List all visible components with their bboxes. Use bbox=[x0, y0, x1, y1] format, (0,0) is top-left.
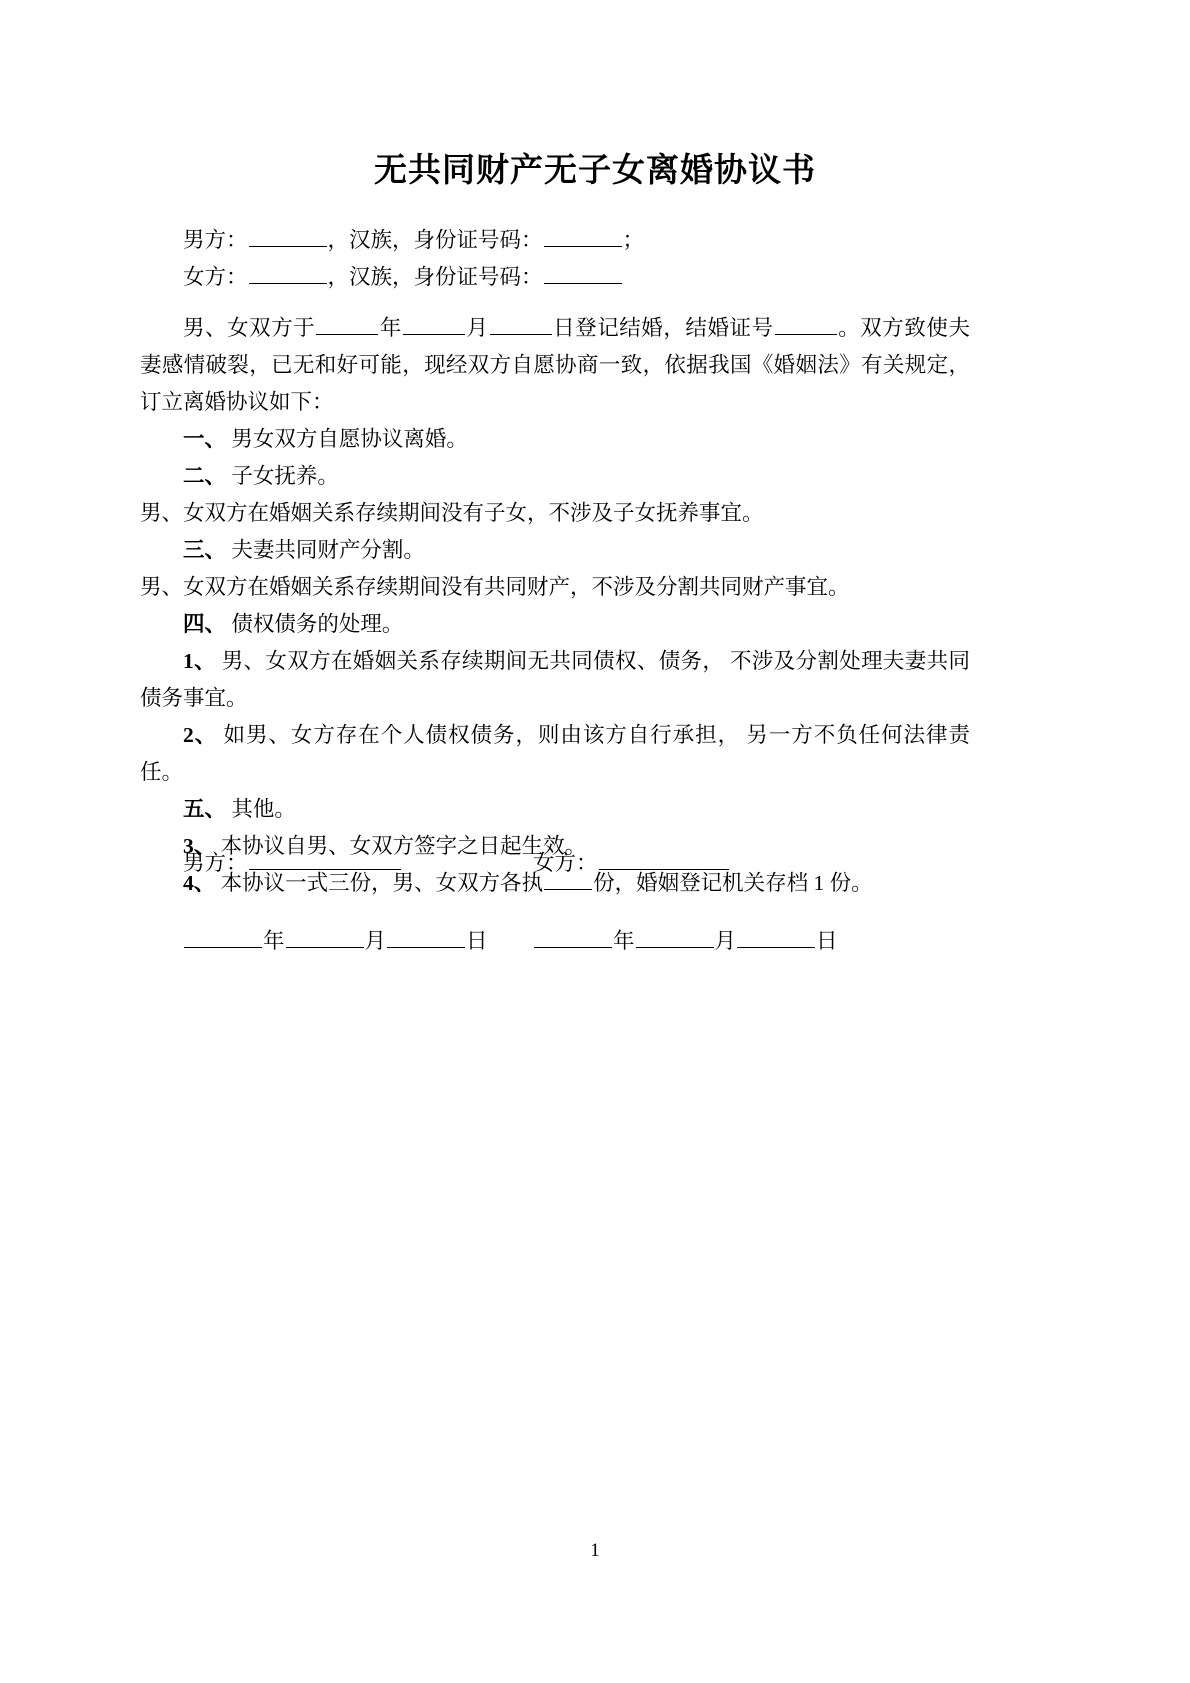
clause-item bbox=[140, 569, 970, 606]
female-name-blank[interactable] bbox=[249, 262, 327, 285]
preamble-seg1: 男、女双方于 bbox=[183, 316, 316, 340]
female-signature-cell bbox=[533, 851, 730, 875]
male-date-cell bbox=[183, 923, 533, 960]
female-date-month-label: 月 bbox=[714, 929, 737, 953]
clause-item bbox=[140, 643, 970, 717]
male-id-blank[interactable] bbox=[544, 225, 622, 248]
female-date-day-blank[interactable] bbox=[737, 926, 815, 949]
male-ethnicity-label: ，汉族，身份证号码： bbox=[327, 228, 543, 252]
preamble-seg2: 。双方致使夫妻感情破裂，已无和好可能，现经双方自愿协商一致，依据我国《婚姻法》有关规定，订立离婚协议如下： bbox=[140, 316, 970, 414]
clause-marker: 五、 bbox=[183, 797, 227, 821]
spacer bbox=[140, 296, 970, 310]
female-signature-label: 女方： bbox=[533, 851, 598, 875]
male-line-suffix: ； bbox=[622, 228, 645, 252]
signature-block bbox=[140, 845, 970, 960]
clause-item bbox=[140, 606, 970, 643]
clause-text: 本协议自男、女双方签字之日起生效。 bbox=[220, 834, 587, 858]
male-date-year-label: 年 bbox=[263, 929, 285, 953]
clause-text: 男、女双方在婚姻关系存续期间无共同债权、债务， 不涉及分割处理夫妻共同债务事宜。 bbox=[140, 649, 970, 710]
male-signature-blank[interactable] bbox=[249, 848, 401, 871]
clause-item bbox=[140, 458, 970, 495]
clause-marker: 三、 bbox=[183, 538, 227, 562]
clause-text-after: 份，婚姻登记机关存档 1 份。 bbox=[593, 871, 873, 895]
female-date-month-blank[interactable] bbox=[636, 926, 714, 949]
clause-item bbox=[140, 717, 970, 791]
clause-marker: 一、 bbox=[183, 427, 227, 451]
female-date-cell bbox=[533, 929, 838, 953]
preamble-month-label: 月 bbox=[465, 316, 489, 340]
page-title: 无共同财产无子女离婚协议书 bbox=[374, 151, 816, 188]
female-date-year-label: 年 bbox=[613, 929, 635, 953]
clause-text-before: 本协议一式三份，男、女双方各执 bbox=[220, 871, 544, 895]
clause-text: 男女双方自愿协议离婚。 bbox=[231, 427, 468, 451]
clause-text: 夫妻共同财产分割。 bbox=[231, 538, 425, 562]
female-ethnicity-label: ，汉族，身份证号码： bbox=[327, 265, 543, 289]
document-body bbox=[140, 222, 970, 902]
clause-marker: 1、 bbox=[183, 649, 216, 673]
female-party-label: 女方： bbox=[183, 265, 248, 289]
male-date-month-label: 月 bbox=[364, 929, 387, 953]
clause-text: 男、女双方在婚姻关系存续期间没有子女，不涉及子女抚养事宜。 bbox=[140, 501, 764, 525]
clause-text: 如男、女方存在个人债权债务，则由该方自行承担， 另一方不负任何法律责任。 bbox=[140, 723, 970, 784]
female-signature-blank[interactable] bbox=[599, 848, 729, 871]
clause-marker: 2、 bbox=[183, 723, 218, 747]
male-date-day-blank[interactable] bbox=[387, 926, 465, 949]
clause-text: 债权债务的处理。 bbox=[231, 612, 404, 636]
clause-item bbox=[140, 791, 970, 828]
page-number: 1 bbox=[590, 1540, 600, 1561]
clause-item bbox=[140, 532, 970, 569]
preamble-year-label: 年 bbox=[379, 316, 402, 340]
party-line-female bbox=[140, 259, 970, 296]
male-date-day-label: 日 bbox=[466, 929, 488, 953]
clause-text: 子女抚养。 bbox=[231, 464, 339, 488]
clause-marker: 4、 bbox=[183, 871, 216, 895]
male-date-year-blank[interactable] bbox=[184, 926, 262, 949]
marriage-certificate-blank[interactable] bbox=[775, 313, 837, 336]
clause-marker: 3、 bbox=[183, 834, 216, 858]
clause-text: 男、女双方在婚姻关系存续期间没有共同财产，不涉及分割共同财产事宜。 bbox=[140, 575, 850, 599]
female-date-day-label: 日 bbox=[816, 929, 838, 953]
male-date-month-blank[interactable] bbox=[286, 926, 364, 949]
preamble-paragraph bbox=[140, 310, 970, 421]
clause-marker: 四、 bbox=[183, 612, 227, 636]
male-signature-label: 男方： bbox=[183, 851, 248, 875]
clause-item bbox=[140, 421, 970, 458]
clause-item bbox=[140, 495, 970, 532]
signature-name-row bbox=[140, 845, 970, 882]
clause-marker: 二、 bbox=[183, 464, 227, 488]
female-id-blank[interactable] bbox=[544, 262, 622, 285]
marriage-year-blank[interactable] bbox=[316, 313, 378, 336]
male-party-label: 男方： bbox=[183, 228, 248, 252]
preamble-day-label: 日登记结婚，结婚证号 bbox=[552, 316, 774, 340]
signature-date-row bbox=[140, 923, 970, 960]
party-line-male bbox=[140, 222, 970, 259]
male-name-blank[interactable] bbox=[249, 225, 327, 248]
male-signature-cell bbox=[183, 845, 533, 882]
clause-text: 其他。 bbox=[231, 797, 296, 821]
female-date-year-blank[interactable] bbox=[534, 926, 612, 949]
marriage-month-blank[interactable] bbox=[403, 313, 465, 336]
marriage-day-blank[interactable] bbox=[490, 313, 552, 336]
